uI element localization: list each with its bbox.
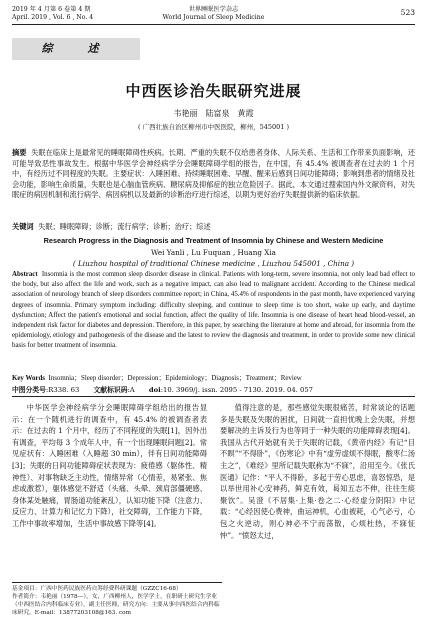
body-column-left: 中华医学会神经病学分会睡眠障碍学组给出的报告显示：在一个随机进行的调查中，有 45.4% 的被调查者表示：在过去的 1 个月中，经历了不同程度的失眠[1]，因外出有调查，平均每 3 个成年人中，有一个出现睡眠问题[2]。常见症状有：入睡困难（入睡超 30 min），伴有日间功能障碍[3]；失眠的日间功能障碍症状表现为：疲倦感（躯体性、精神性）、对事物缺乏主动性，情绪异常（心情差，易紧张、焦虑或激惹），躯体感觉不舒适（头痛、头晕、颈肩部僵硬感、身体某处触痛，胃肠道功能紊乱），认知功能下降（注意力、反应力、计算力和记忆力下降），社交障碍，工作能力下降，工作中事故率增加，生活中事故感下降等[4]。 <box>12 403 207 528</box>
keywords-en-text: Insomnia；Sleep disorder；Depression；Epidemiology；Diagnosis；Treatment；Review <box>48 375 302 382</box>
affiliation: ( 广西壮族自治区柳州市中医医院，柳州，545001 ) <box>137 123 290 131</box>
article-title: 中西医诊治失眠研究进展 <box>125 82 302 100</box>
running-header <box>12 4 415 25</box>
body-column-right: 值得注意的是，那些感觉失眠很痛苦，时常谈论的话题多是失眠及失眠的困扰，日间就一直担忧晚上会失眠，并想要解决的主诉及行为也等同于一种失眠的功能障碍表现[4]。我国从古代开始就有关于失眠的记载，《黄帝内经》有记“目不瞑”“不得卧”，《伤寒论》中有“虚劳虚烦不得眠，酸枣仁汤主之”，《难经》里所记载失眠称为“不寐”，沿用至今。《张氏医通》记作：“平人不得卧，多起于劳心思虑，喜怒惊恐，是以举世用补心安神药，鲜克有效，曷知五志不伸，往往生痰聚饮”。吴澄《不居集·上集·卷之二·心经虚分阴阳》中记载：“心经因使心费神，曲运神机，心血被耗，心气必亏，心包之火逆动，则心神必不宁而荡散，心烦杜热，不寐怔忡”。“愤怒太过， <box>220 403 415 540</box>
journal-issue-info: 2019 年 4 月第 6 卷第 4 期 April. 2019 , Vol. 6 , No. 4 <box>12 6 94 21</box>
keywords-text: 失眠；睡眠障碍；诊断；流行病学；诊断；治疗；综述 <box>38 222 211 231</box>
classification-info <box>12 384 415 397</box>
abstract-label: 摘要 <box>12 148 27 157</box>
keywords-chinese <box>12 222 415 232</box>
english-affiliation: ( Liuzhou hospital of traditional Chinese medicine , Liuzhou 545001 , China ) <box>72 259 355 268</box>
page-number: 523 <box>400 8 415 17</box>
english-title: Research Progress in the Diagnosis and Treatment of Insomnia by Chinese and Western Medicine <box>43 236 384 245</box>
authors: 韦艳丽 陆富泉 黄霞 <box>173 109 254 118</box>
doi: doi:10. 3969/j. issn. 2095 - 7130. 2019. 04. 057 <box>148 386 313 394</box>
english-authors: Wei Yanli , Lu Fuquan , Huang Xia <box>151 248 276 257</box>
abstract-chinese <box>12 148 415 201</box>
funding-note: 基金项目：广西中医药民族医药自筹经费科研课题（GZZC16-68） <box>12 586 182 592</box>
keywords-english <box>12 372 415 382</box>
abstract-english <box>12 270 415 352</box>
clc-number: 中图分类号:R338. 63 <box>12 386 80 394</box>
footnote <box>12 582 222 617</box>
journal-name: 世界睡眠医学杂志 World Journal of Sleep Medicine <box>162 6 265 21</box>
abstract-en-label: Abstract <box>12 271 38 278</box>
section-label: 综 述 <box>12 38 140 60</box>
abstract-text: 失眠在临床上是最常见的睡眠障碍性疾病。长期、严重的失眠不仅给患者身体、人际关系、生活和工作带来负面影响，还可能导致恶性事故发生。根据中华医学会神经病学分会睡眠障碍学组的报告，在中国，有 45.4% 被调查者在过去的 1 个月中，有经历过不同程度的失眠。主要症状：入睡困难、持续睡眠困难、早醒、醒来后感到日间功能障碍；影响到患者的情绪及社会功能，影响生命质量，失眠也是心脑血管疾病、糖尿病及抑郁症的独立危险因子。据此，本文通过搜索国内外文献资料，对失眠症的病因机制和流行病学、病因病机以及最新的诊断治疗进行综述，以期为更好治疗失眠提供新的临床依据。 <box>12 148 415 200</box>
document-code: 文献标识码:A <box>93 386 135 394</box>
abstract-en-text: Insomnia is the most common sleep disorder disease in clinical. Patients with long-term, severe insomnia, not only lead bad effect to the body, but also affect the life and work, such as a negative impact, can also lead to malignant accident. According to the Chinese medical association of neurology branch of sleep disorders committee report; in China, 45.4% of respondents in the past month, have experienced varying degrees of insomnia. Primary symptom including: difficulty sleeping, and continue to sleep time is too short, wake up early, and daytime dysfunction; Affect the patient's emotional and social function, affect the quality of life. Insomnia is one disease of heart head blood-vessel, an independent risk factor for diabetes and depression. Therefore, in this paper, by searching the literature at home and abroad, for insomnia from the epidemiology, etiology and pathogenesis of the disease and the latest to review the diagnosis and treatment, in order to provide some new clinical basis for better treatment of insomnia. <box>12 271 415 350</box>
keywords-label: 关键词 <box>12 222 34 231</box>
author-bio: 作者简介：韦艳丽（1978—），女，广西柳州人，医学学士，在职研士研究生学业（中西医结合内科临床专业），副主任医师，研究方向：主要从事中西医结合内科临床研究，E-mail：13877203108@163. com <box>12 594 220 616</box>
keywords-en-label: Key Words <box>12 375 45 382</box>
